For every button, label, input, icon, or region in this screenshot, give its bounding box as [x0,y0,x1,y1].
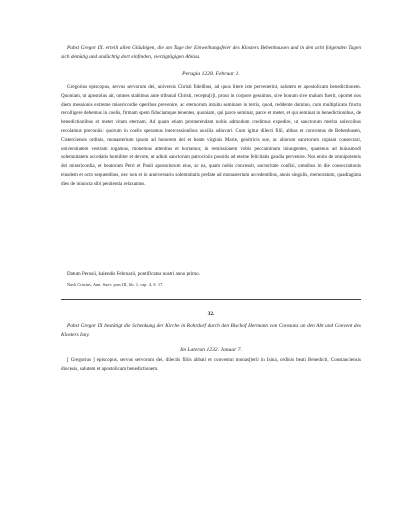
document-2-body: [ Gregorius ] episcopus, servus servorum dei, dilectis filiis abbati et conventui monas[terii in Isina, ordinis beati Benedicti, Constanciensis diocesis, salutem et apostolicam benedictionem. [61,357,361,372]
document-1-closing: Datum Perusii, kalendis Februarii, pontificatus nostri anno primo. [67,271,200,277]
document-2-dateline: Im Lateran 1232. Januar 7. [180,347,242,353]
document-1-source: Nach Crusius, Ann. Suev. pars III, lib. 1, cap. 4, S. 17. [67,282,164,287]
document-1-body: Gregorius episcopus, servus servorum dei, universis Christi fidelibus, ad quos litere iste pervenerint, salutem et apostolicam benedictionem. Quoniam, ut apostolus ait, omnes stabimus ante tribunal Christi, receptu[r]i, prout in corpore gessimus, sive bonum sive malum fuerit, oportet nos diem messionis extreme misericordie operibus prevenire, ac eternorum intuitu seminare in terris, quod, reddente domino, cum multiplicato fructu recolligere debemus in coelis, firmam spem fiduciamque tenentes, quoniam, qui parce seminat, parce et metet, et qui seminat in benedictionibus, de benedictionibus et metet vitam eternam. Ad quam etiam promerendam nobis admodum credimus expedire, ut sanctorum merita solecoibus recolamus preconiis: quorum in coelis speramus intercessionibus auxilia adiuvari. Cum igitur dilecti filii, abbas et conventus de Bebenhusen, Cisterciensis ordinis, monasterium ipsum ad honorem dei et beate virginis Marie, genitricis sue, ac aliorum sanctorum cupiant consecrari, universitatem vestram rogamus, monemus attentius et hortamur, in remissionem vobis peccaminum iniungentes, quatenus ad huiusmodi solemnitatem accedatis humiliter et devote, ut adiuti sanctorum patrociniis possitis ad eterne felicitatis gaudia pervenire. Nos enim de omnipotentis dei misericordia, et beatorum Petri et Pauli apostolorum eius, ac ea, quam nobis concessit, auctoritate confisi, omnibus in die consecrationis eiusdem et octo sequentibus, nec non et in anniversario solemnitatis prefate ad monasterium accedentibus, annis singulis, memoratum, quadraginta dies de iniuncta sibi penitentia relaxamus. [61,84,361,187]
document-1-summary: Pabst Gregor IX. erteilt allen Gläubigen, die am Tage der Einweihungsfeier des Klosters Bebenhausen und in den acht folgenden Tagen sich demütig und andächtig dort einfinden, vierzigtägigen Ablass. [61,45,361,60]
document-2-number: 32. [207,311,215,317]
section-divider [61,299,361,300]
document-1-dateline: Perugia 1228. Februar 1. [182,71,240,77]
document-2-summary: Pabst Gregor IX bestätigt die Schenkung der Kirche in Rohrdorf durch den Bischof Hermann von Constanz an den Abt und Convent des Klosters Isny. [61,323,361,338]
